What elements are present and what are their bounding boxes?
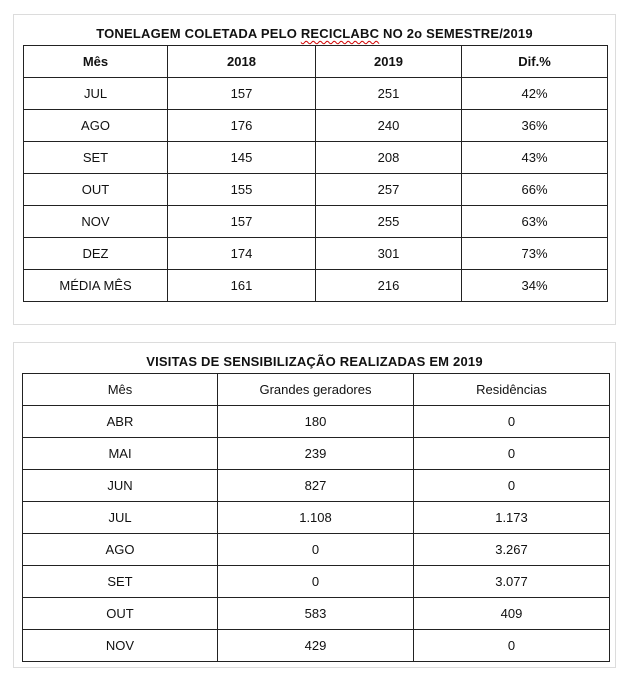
table-cell: OUT: [23, 598, 218, 630]
tonnage-table: [23, 45, 608, 302]
table-cell: 0: [218, 566, 414, 598]
title-brand: RECICLABC: [300, 26, 380, 41]
table-header-row: [23, 374, 610, 406]
table-cell: 66%: [462, 174, 608, 206]
table-row: [24, 174, 608, 206]
table-cell: 3.077: [414, 566, 610, 598]
table-row: [23, 470, 610, 502]
visits-table: [22, 373, 610, 662]
table-row: [23, 438, 610, 470]
table-cell: 0: [414, 438, 610, 470]
table-cell: 255: [316, 206, 462, 238]
table-row: [24, 238, 608, 270]
table-cell: SET: [23, 566, 218, 598]
table-cell: MÉDIA MÊS: [24, 270, 168, 302]
table-cell: 240: [316, 110, 462, 142]
table-row: [24, 142, 608, 174]
header-cell-large-generators: Grandes geradores: [218, 374, 414, 406]
title-suffix: NO 2o SEMESTRE/2019: [379, 26, 533, 41]
table-cell: 174: [168, 238, 316, 270]
table-cell: 1.173: [414, 502, 610, 534]
visits-panel: [13, 342, 616, 668]
table-row: [23, 406, 610, 438]
table-cell: JUN: [23, 470, 218, 502]
header-cell-2019: 2019: [316, 46, 462, 78]
table-row: [23, 598, 610, 630]
table-cell: 1.108: [218, 502, 414, 534]
table-cell: 63%: [462, 206, 608, 238]
table-cell: 0: [218, 534, 414, 566]
table-cell: 73%: [462, 238, 608, 270]
table-cell: 176: [168, 110, 316, 142]
table-cell: 827: [218, 470, 414, 502]
tonnage-table-title: [14, 26, 615, 41]
table-cell: 155: [168, 174, 316, 206]
header-cell-month: Mês: [23, 374, 218, 406]
title-prefix: TONELAGEM COLETADA PELO: [96, 26, 301, 41]
table-cell: 157: [168, 78, 316, 110]
table-cell: 239: [218, 438, 414, 470]
table-cell: MAI: [23, 438, 218, 470]
table-cell: NOV: [23, 630, 218, 662]
table-cell: 145: [168, 142, 316, 174]
table-cell: 0: [414, 406, 610, 438]
table-cell: 157: [168, 206, 316, 238]
table-cell: 409: [414, 598, 610, 630]
table-cell: 161: [168, 270, 316, 302]
table-cell: 0: [414, 470, 610, 502]
table-row: [24, 78, 608, 110]
table-cell: OUT: [24, 174, 168, 206]
header-cell-diff: Dif.%: [462, 46, 608, 78]
table-row: [24, 110, 608, 142]
table-cell: ABR: [23, 406, 218, 438]
header-cell-residences: Residências: [414, 374, 610, 406]
table-cell: NOV: [24, 206, 168, 238]
table-cell: 583: [218, 598, 414, 630]
header-cell-2018: 2018: [168, 46, 316, 78]
table-cell: 0: [414, 630, 610, 662]
table-row: [24, 206, 608, 238]
table-header-row: [24, 46, 608, 78]
visits-table-title: VISITAS DE SENSIBILIZAÇÃO REALIZADAS EM 2019: [146, 354, 483, 369]
table-cell: SET: [24, 142, 168, 174]
table-cell: 216: [316, 270, 462, 302]
table-row: [23, 566, 610, 598]
table-cell: 180: [218, 406, 414, 438]
table-cell: 3.267: [414, 534, 610, 566]
table-cell: JUL: [23, 502, 218, 534]
table-cell: 208: [316, 142, 462, 174]
table-row: [24, 270, 608, 302]
table-cell: JUL: [24, 78, 168, 110]
table-cell: 34%: [462, 270, 608, 302]
table-cell: 251: [316, 78, 462, 110]
table-cell: 43%: [462, 142, 608, 174]
table-cell: AGO: [24, 110, 168, 142]
table-row: [23, 534, 610, 566]
header-cell-month: Mês: [24, 46, 168, 78]
table-cell: 257: [316, 174, 462, 206]
table-row: [23, 630, 610, 662]
table-cell: 36%: [462, 110, 608, 142]
table-row: [23, 502, 610, 534]
table-cell: AGO: [23, 534, 218, 566]
table-cell: 429: [218, 630, 414, 662]
table-cell: DEZ: [24, 238, 168, 270]
table-cell: 42%: [462, 78, 608, 110]
table-cell: 301: [316, 238, 462, 270]
tonnage-panel: [13, 14, 616, 325]
